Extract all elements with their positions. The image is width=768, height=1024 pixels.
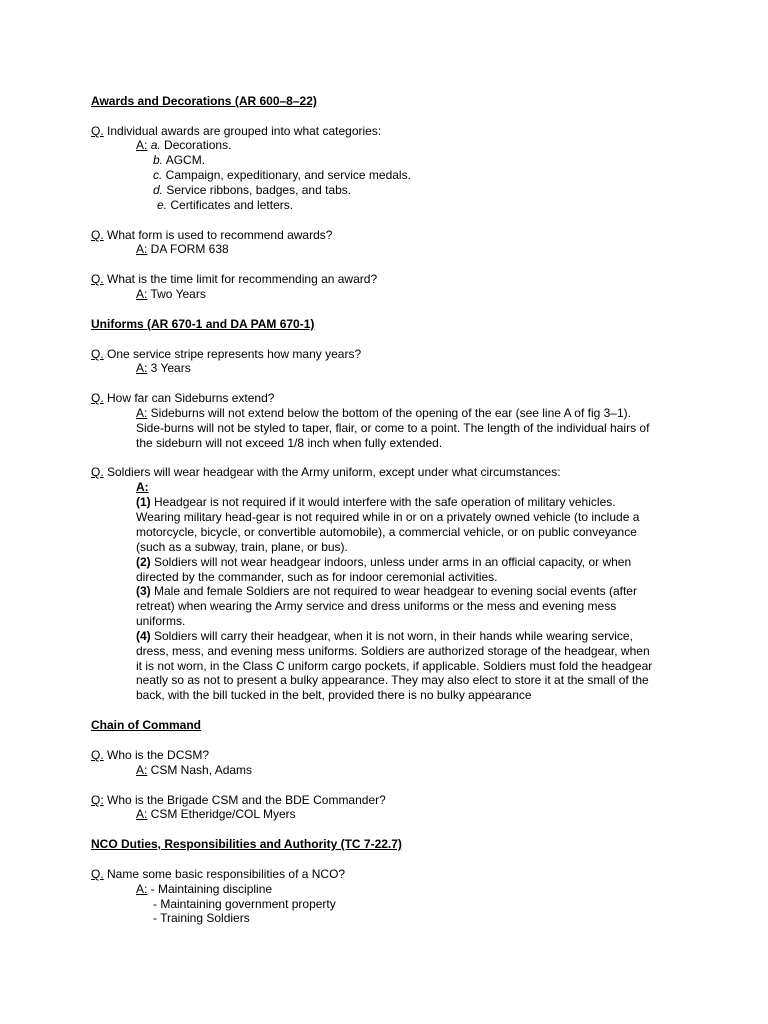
question-text: Soldiers will wear headgear with the Army uniform, except under what circumstances: — [103, 465, 561, 479]
question-award-time-limit — [91, 272, 377, 287]
answer-text: Sideburns will not extend below the bottom of the opening of the ear (see line A of fig 3–1). — [147, 406, 631, 420]
a-label: A: — [136, 406, 148, 420]
a-label: A: — [136, 807, 148, 821]
q-label: Q. — [91, 867, 104, 881]
list-letter: c. — [153, 168, 163, 182]
answer-line — [136, 242, 229, 257]
list-item: Campaign, expeditionary, and service medals. — [162, 168, 411, 182]
point-text: Male and female Soldiers are not required to wear headgear to evening social events (after — [150, 584, 637, 598]
q-label: Q. — [91, 124, 104, 138]
list-item: AGCM. — [163, 153, 206, 167]
a-label: A: — [136, 480, 149, 494]
answer-line — [136, 882, 272, 897]
answer-line: back, with the bill tucked in the belt, provided there is no bulky appearance — [136, 688, 532, 702]
a-label: A: — [136, 138, 148, 152]
a-label: A: — [136, 287, 148, 301]
question-awards-categories — [91, 124, 381, 139]
answer-line: the sideburn will not exceed 1/8 inch when fully extended. — [136, 436, 443, 450]
list-item: Certificates and letters. — [167, 198, 294, 212]
answer-line — [136, 361, 191, 376]
question-text: What is the time limit for recommending an award? — [103, 272, 378, 286]
answer-line: neatly so as not to present a bulky appearance. They may also elect to store it at the small of the — [136, 673, 649, 687]
section-heading-chain-of-command: Chain of Command — [91, 718, 201, 732]
answer-line — [157, 198, 293, 213]
list-letter: b. — [153, 153, 164, 167]
answer-line — [136, 807, 296, 822]
answer-text: Two Years — [147, 287, 206, 301]
point-text: Headgear is not required if it would interfere with the safe operation of military vehicles. — [150, 495, 616, 509]
answer-line: uniforms. — [136, 614, 186, 628]
question-text: Who is the DCSM? — [103, 748, 210, 762]
list-item: - Training Soldiers — [153, 911, 250, 925]
q-label: Q: — [91, 793, 104, 807]
answer-line — [153, 183, 351, 198]
answer-line — [136, 287, 206, 302]
question-text: Name some basic responsibilities of a NCO? — [103, 867, 346, 881]
question-award-form — [91, 228, 332, 243]
question-brigade-csm — [91, 793, 386, 808]
answer-line: motorcycle, bicycle, or convertible automobile), a commercial vehicle, or on public conveyance — [136, 525, 637, 539]
answer-line — [136, 763, 252, 778]
answer-line — [136, 406, 631, 421]
section-heading-nco-duties: NCO Duties, Responsibilities and Authority (TC 7-22.7) — [91, 837, 402, 851]
q-label: Q. — [91, 748, 104, 762]
section-heading-uniforms: Uniforms (AR 670-1 and DA PAM 670-1) — [91, 317, 315, 331]
q-label: Q. — [91, 272, 104, 286]
list-letter: d. — [153, 183, 164, 197]
answer-line: directed by the commander, such as for indoor ceremonial activities. — [136, 570, 498, 584]
point-number: (2) — [136, 555, 151, 569]
answer-line — [136, 480, 149, 495]
answer-point — [136, 495, 616, 510]
answer-line: Wearing military head-gear is not required while in or on a privately owned vehicle (to include a — [136, 510, 640, 524]
a-label: A: — [136, 763, 148, 777]
q-label: Q. — [91, 347, 104, 361]
a-label: A: — [136, 882, 148, 896]
question-text: How far can Sideburns extend? — [103, 391, 275, 405]
answer-point — [136, 555, 631, 570]
answer-line — [153, 168, 411, 183]
answer-text: CSM Etheridge/COL Myers — [147, 807, 296, 821]
point-text: Soldiers will carry their headgear, when it is not worn, in their hands while wearing service, — [150, 629, 633, 643]
answer-line: retreat) when wearing the Army service and dress uniforms or the mess and evening mess — [136, 599, 617, 613]
point-text: Soldiers will not wear headgear indoors, unless under arms in an official capacity, or when — [150, 555, 632, 569]
q-label: Q. — [91, 228, 104, 242]
answer-line — [136, 138, 231, 153]
answer-point — [136, 584, 637, 599]
point-number: (4) — [136, 629, 151, 643]
question-headgear — [91, 465, 561, 480]
list-item: - Maintaining discipline — [147, 882, 273, 896]
q-label: Q. — [91, 391, 104, 405]
a-label: A: — [136, 242, 148, 256]
answer-line: it is not worn, in the Class C uniform cargo pockets, if applicable. Soldiers must fold the headgear — [136, 659, 653, 673]
question-sideburns — [91, 391, 274, 406]
list-letter: e. — [157, 198, 168, 212]
answer-line: Side-burns will not be styled to taper, flair, or come to a point. The length of the individual hairs of — [136, 421, 650, 435]
answer-point — [136, 629, 633, 644]
question-text: Individual awards are grouped into what categories: — [103, 124, 382, 138]
answer-text: 3 Years — [147, 361, 191, 375]
question-dcsm — [91, 748, 209, 763]
question-service-stripe — [91, 347, 361, 362]
answer-text: CSM Nash, Adams — [147, 763, 253, 777]
list-letter: a. — [150, 138, 161, 152]
list-item: - Maintaining government property — [153, 897, 336, 911]
answer-line: dress, mess, and evening mess uniforms. Soldiers are authorized storage of the headgear, when — [136, 644, 650, 658]
answer-text: DA FORM 638 — [147, 242, 229, 256]
answer-line: (such as a subway, train, plane, or bus). — [136, 540, 348, 554]
point-number: (3) — [136, 584, 151, 598]
answer-line — [153, 153, 205, 168]
q-label: Q. — [91, 465, 104, 479]
a-label: A: — [136, 361, 148, 375]
question-nco-responsibilities — [91, 867, 345, 882]
question-text: What form is used to recommend awards? — [103, 228, 333, 242]
list-item: Decorations. — [160, 138, 232, 152]
question-text: One service stripe represents how many years? — [103, 347, 362, 361]
point-number: (1) — [136, 495, 151, 509]
list-item: Service ribbons, badges, and tabs. — [163, 183, 352, 197]
question-text: Who is the Brigade CSM and the BDE Commander? — [103, 793, 386, 807]
section-heading-awards: Awards and Decorations (AR 600–8–22) — [91, 94, 317, 108]
